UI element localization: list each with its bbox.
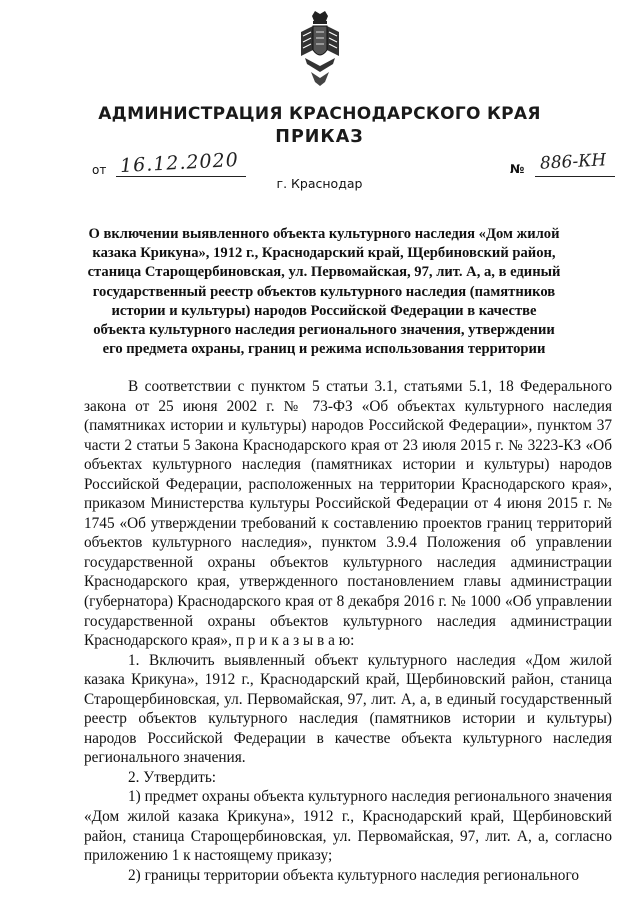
- paragraph-subitem-1: 1) предмет охраны объекта культурного наследия регионального значения «Дом жилой казака Крикуна», 1912 г., Краснодарский край, Щербиновский район, станица Старощербиновская, ул. Первомайская, 97, лит. А, а, согласно приложению 1 к настоящему приказу;: [84, 788, 612, 865]
- document-body: [84, 377, 612, 885]
- paragraph-item-2: 2. Утвердить:: [128, 768, 217, 786]
- coat-of-arms-icon: [295, 10, 345, 88]
- city-label: г. Краснодар: [276, 176, 363, 191]
- paragraph-subitem-2: 2) границы территории объекта культурного наследия регионального: [128, 866, 579, 884]
- paragraph-preamble: В соответствии с пунктом 5 статьи 3.1, статьями 5.1, 18 Федерального закона от 25 июня 2002 г. № 73-ФЗ «Об объектах культурного наследия (памятниках истории и культуры) народов Российской Федерации», пунктом 37 части 2 статьи 5 Закона Краснодарского края от 23 июля 2015 г. № 3223-КЗ «Об объектах культурного наследия (памятниках истории и культуры) народов Российской Федерации, расположенных на территории Краснодарского края», приказом Министерства культуры Российской Федерации от 4 июня 2015 г. № 1745 «Об утверждении требований к составлению проектов границ территорий объектов культурного наследия», пунктом 3.9.4 Положения об управлении государственной охраны объектов культурного наследия администрации Краснодарского края, утвержденного постановлением главы администрации (губернатора) Краснодарского края от 8 декабря 2016 г. № 1000 «Об управлении государственной охраны объектов культурного наследия администрации Краснодарского края», п р и к а з ы в а ю:: [84, 378, 612, 650]
- document-type: ПРИКАЗ: [275, 127, 364, 147]
- date-label: от: [92, 163, 107, 177]
- date-value: 16.12.2020: [119, 148, 240, 178]
- organization-name: АДМИНИСТРАЦИЯ КРАСНОДАРСКОГО КРАЯ: [98, 104, 541, 124]
- number-value: 886-КН: [539, 150, 607, 174]
- number-label: №: [510, 162, 525, 176]
- paragraph-item-1: 1. Включить выявленный объект культурного наследия «Дом жилой казака Крикуна», 1912 г., Краснодарский край, Щербиновский район, станица Старощербиновская, ул. Первомайская, 97, лит. А, а, в единый государственный реестр объектов культурного наследия (памятников истории и культуры) народов Российской Федерации в качестве объекта культурного наследия регионального значения.: [84, 651, 612, 767]
- document-title: О включении выявленного объекта культурного наследия «Дом жилой казака Крикуна», 1912 г., Краснодарский край, Щербиновский район, станица Старощербиновская, ул. Первомайская, 97, лит. А, а, в единый государственный реестр объектов культурного наследия (памятников истории и культуры) народов Российской Федерации в качестве объекта культурного наследия регионального значения, утверждении его предмета охраны, границ и режима использования территории: [87, 226, 561, 358]
